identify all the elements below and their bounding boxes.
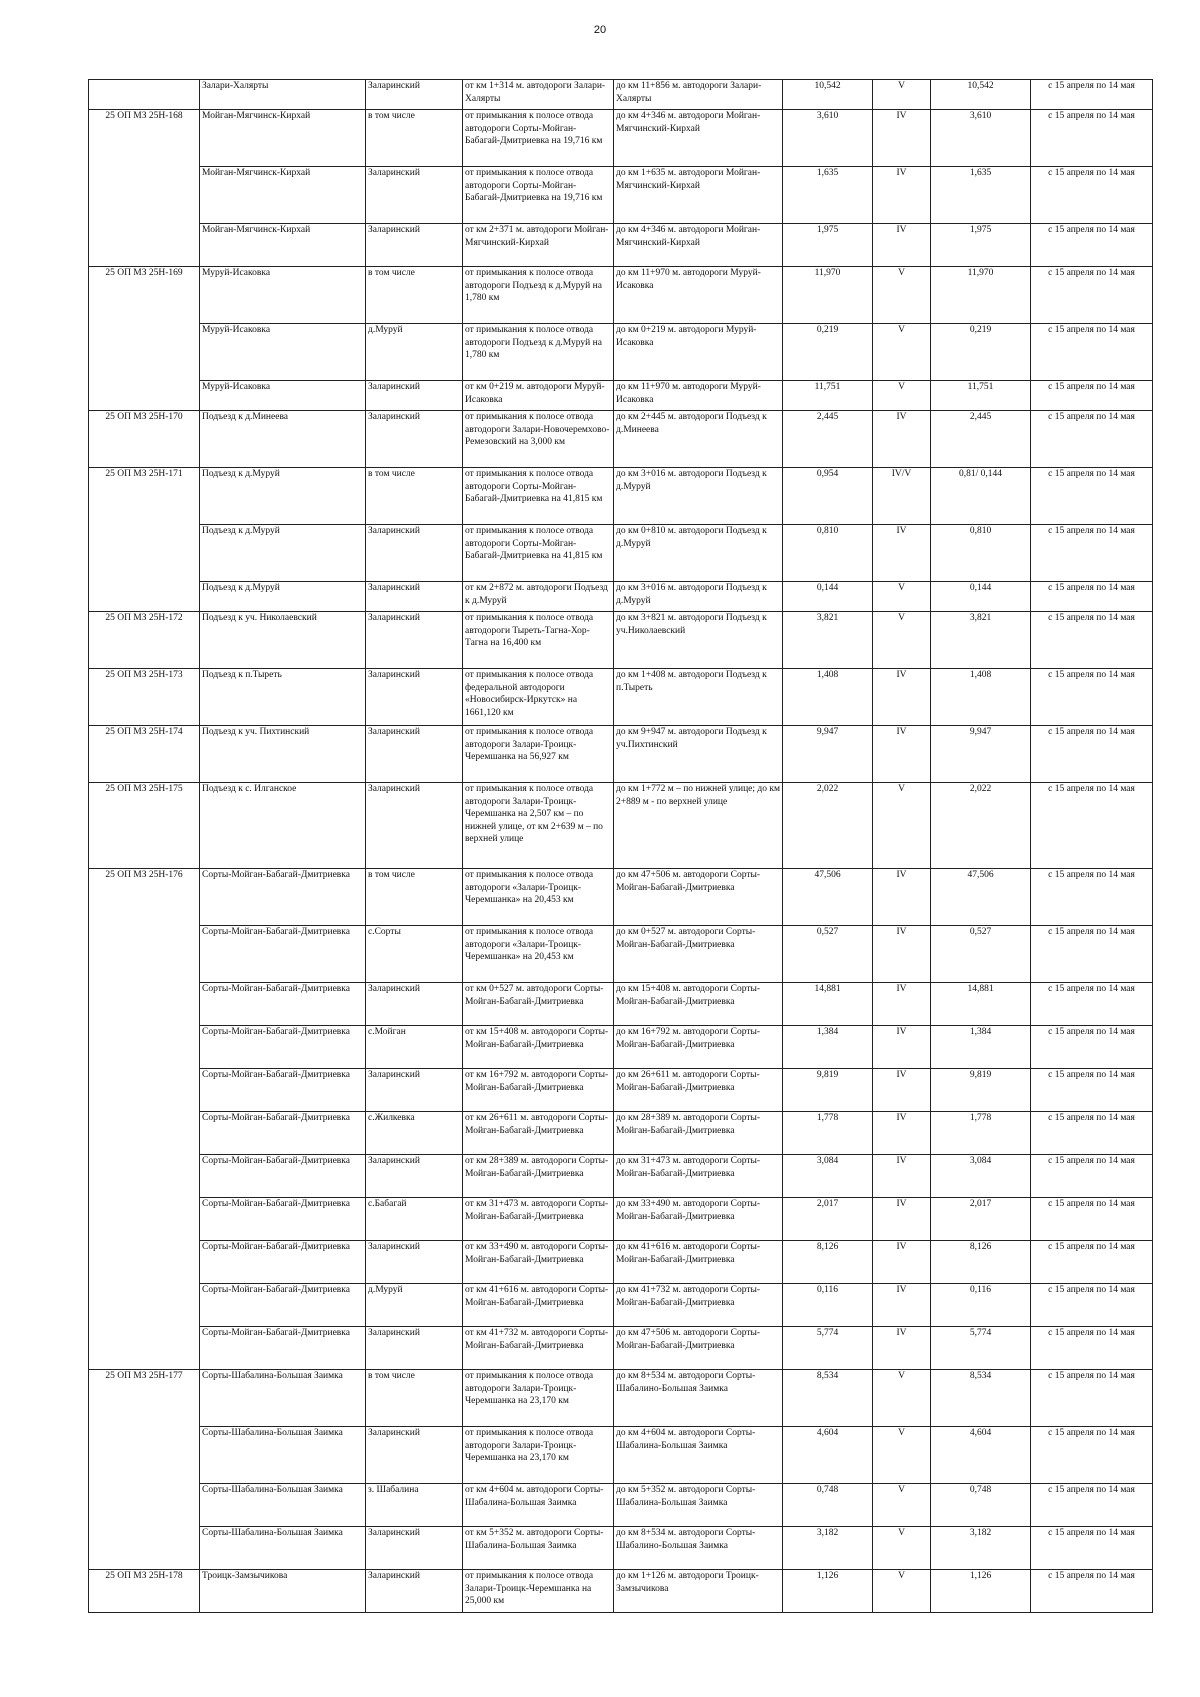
road-code-cell: 25 ОП МЗ 25Н-173	[89, 669, 200, 726]
road-name-cell: Подъезд к д.Муруй	[200, 525, 366, 582]
length-cell: 3,610	[783, 110, 873, 167]
category-cell: V	[873, 783, 931, 869]
category-cell: IV	[873, 224, 931, 267]
road-name-cell: Сорты-Мойган-Бабагай-Дмитриевка	[200, 926, 366, 983]
restricted-length-cell: 14,881	[931, 983, 1031, 1026]
table-row	[89, 1370, 1153, 1427]
restriction-period-cell: с 15 апреля по 14 мая	[1031, 1370, 1153, 1427]
length-cell: 11,970	[783, 267, 873, 324]
road-name-cell: Сорты-Мойган-Бабагай-Дмитриевка	[200, 1241, 366, 1284]
restricted-length-cell: 0,810	[931, 525, 1031, 582]
road-name-cell: Сорты-Мойган-Бабагай-Дмитриевка	[200, 1284, 366, 1327]
restriction-period-cell: с 15 апреля по 14 мая	[1031, 167, 1153, 224]
category-cell: IV	[873, 1198, 931, 1241]
category-cell: IV	[873, 1026, 931, 1069]
restricted-length-cell: 1,975	[931, 224, 1031, 267]
restriction-period-cell: с 15 апреля по 14 мая	[1031, 669, 1153, 726]
to-cell: до км 41+732 м. автодороги Сорты-Мойган-Бабагай-Дмитриевка	[614, 1284, 783, 1327]
area-cell: с.Мойган	[366, 1026, 463, 1069]
length-cell: 0,144	[783, 582, 873, 612]
restricted-length-cell: 2,022	[931, 783, 1031, 869]
area-cell: Заларинский	[366, 1570, 463, 1613]
length-cell: 2,017	[783, 1198, 873, 1241]
restricted-length-cell: 9,947	[931, 726, 1031, 783]
to-cell: до км 9+947 м. автодороги Подъезд к уч.Пихтинский	[614, 726, 783, 783]
length-cell: 14,881	[783, 983, 873, 1026]
area-cell: в том числе	[366, 869, 463, 926]
area-cell: Заларинский	[366, 983, 463, 1026]
restricted-length-cell: 2,017	[931, 1198, 1031, 1241]
table-row	[89, 1427, 1153, 1484]
length-cell: 8,126	[783, 1241, 873, 1284]
road-name-cell: Подъезд к с. Илганское	[200, 783, 366, 869]
category-cell: V	[873, 80, 931, 110]
road-name-cell: Мойган-Мягчинск-Кирхай	[200, 110, 366, 167]
category-cell: IV/V	[873, 468, 931, 525]
from-cell: от примыкания к полосе отвода автодороги Тыреть-Тагна-Хор-Тагна на 16,400 км	[463, 612, 614, 669]
from-cell: от примыкания к полосе отвода автодороги Сорты-Мойган-Бабагай-Дмитриевка на 19,716 км	[463, 167, 614, 224]
to-cell: до км 1+772 м – по нижней улице; до км 2+889 м - по верхней улице	[614, 783, 783, 869]
category-cell: IV	[873, 110, 931, 167]
road-name-cell: Муруй-Исаковка	[200, 381, 366, 411]
length-cell: 1,126	[783, 1570, 873, 1613]
restricted-length-cell: 9,819	[931, 1069, 1031, 1112]
to-cell: до км 3+821 м. автодороги Подъезд к уч.Николаевский	[614, 612, 783, 669]
area-cell: с.Жилкевка	[366, 1112, 463, 1155]
category-cell: IV	[873, 983, 931, 1026]
table-row	[89, 167, 1153, 224]
to-cell: до км 8+534 м. автодороги Сорты-Шабалино-Большая Заимка	[614, 1370, 783, 1427]
category-cell: V	[873, 1484, 931, 1527]
restriction-period-cell: с 15 апреля по 14 мая	[1031, 926, 1153, 983]
table-row	[89, 926, 1153, 983]
from-cell: от км 2+371 м. автодороги Мойган-Мягчинский-Кирхай	[463, 224, 614, 267]
table-row	[89, 80, 1153, 110]
road-name-cell: Сорты-Мойган-Бабагай-Дмитриевка	[200, 1198, 366, 1241]
road-code-cell	[89, 80, 200, 110]
from-cell: от км 2+872 м. автодороги Подъезд к д.Муруй	[463, 582, 614, 612]
from-cell: от примыкания к полосе отвода автодороги «Залари-Троицк-Черемшанка» на 20,453 км	[463, 869, 614, 926]
road-name-cell: Сорты-Мойган-Бабагай-Дмитриевка	[200, 1069, 366, 1112]
from-cell: от примыкания к полосе отвода автодороги Подъезд к д.Муруй на 1,780 км	[463, 324, 614, 381]
length-cell: 0,954	[783, 468, 873, 525]
from-cell: от км 33+490 м. автодороги Сорты-Мойган-Бабагай-Дмитриевка	[463, 1241, 614, 1284]
restricted-length-cell: 3,084	[931, 1155, 1031, 1198]
road-name-cell: Сорты-Мойган-Бабагай-Дмитриевка	[200, 1112, 366, 1155]
category-cell: V	[873, 1570, 931, 1613]
road-code-cell: 25 ОП МЗ 25Н-170	[89, 411, 200, 468]
category-cell: V	[873, 267, 931, 324]
category-cell: IV	[873, 669, 931, 726]
table-row	[89, 468, 1153, 525]
from-cell: от км 5+352 м. автодороги Сорты-Шабалина-Большая Заимка	[463, 1527, 614, 1570]
road-code-cell: 25 ОП МЗ 25Н-172	[89, 612, 200, 669]
road-name-cell: Сорты-Шабалина-Большая Заимка	[200, 1370, 366, 1427]
restricted-length-cell: 3,821	[931, 612, 1031, 669]
road-name-cell: Сорты-Шабалина-Большая Заимка	[200, 1527, 366, 1570]
to-cell: до км 5+352 м. автодороги Сорты-Шабалина-Большая Заимка	[614, 1484, 783, 1527]
road-name-cell: Сорты-Мойган-Бабагай-Дмитриевка	[200, 869, 366, 926]
area-cell: з. Шабалина	[366, 1484, 463, 1527]
table-row	[89, 525, 1153, 582]
area-cell: д.Муруй	[366, 324, 463, 381]
road-code-cell: 25 ОП МЗ 25Н-171	[89, 468, 200, 612]
restriction-period-cell: с 15 апреля по 14 мая	[1031, 726, 1153, 783]
from-cell: от примыкания к полосе отвода автодороги Залари-Троицк-Черемшанка на 2,507 км – по нижней улице, от км 2+639 м – по верхней улице	[463, 783, 614, 869]
from-cell: от км 0+527 м. автодороги Сорты-Мойган-Бабагай-Дмитриевка	[463, 983, 614, 1026]
restricted-length-cell: 8,534	[931, 1370, 1031, 1427]
restriction-period-cell: с 15 апреля по 14 мая	[1031, 1570, 1153, 1613]
restricted-length-cell: 47,506	[931, 869, 1031, 926]
to-cell: до км 4+346 м. автодороги Мойган-Мягчинский-Кирхай	[614, 224, 783, 267]
restriction-period-cell: с 15 апреля по 14 мая	[1031, 411, 1153, 468]
from-cell: от примыкания к полосе отвода автодороги Залари-Троицк-Черемшанка на 23,170 км	[463, 1370, 614, 1427]
area-cell: Заларинский	[366, 1527, 463, 1570]
category-cell: IV	[873, 926, 931, 983]
from-cell: от км 31+473 м. автодороги Сорты-Мойган-Бабагай-Дмитриевка	[463, 1198, 614, 1241]
table-row	[89, 612, 1153, 669]
restricted-length-cell: 3,182	[931, 1527, 1031, 1570]
from-cell: от примыкания к полосе отвода автодороги Залари-Троицк-Черемшанка на 23,170 км	[463, 1427, 614, 1484]
area-cell: в том числе	[366, 267, 463, 324]
length-cell: 0,527	[783, 926, 873, 983]
restriction-period-cell: с 15 апреля по 14 мая	[1031, 1112, 1153, 1155]
restriction-period-cell: с 15 апреля по 14 мая	[1031, 983, 1153, 1026]
restricted-length-cell: 0,219	[931, 324, 1031, 381]
area-cell: д.Муруй	[366, 1284, 463, 1327]
from-cell: от км 4+604 м. автодороги Сорты-Шабалина-Большая Заимка	[463, 1484, 614, 1527]
restriction-period-cell: с 15 апреля по 14 мая	[1031, 110, 1153, 167]
area-cell: Заларинский	[366, 582, 463, 612]
restriction-period-cell: с 15 апреля по 14 мая	[1031, 1198, 1153, 1241]
road-name-cell: Мойган-Мягчинск-Кирхай	[200, 224, 366, 267]
to-cell: до км 2+445 м. автодороги Подъезд к д.Минеева	[614, 411, 783, 468]
restriction-period-cell: с 15 апреля по 14 мая	[1031, 267, 1153, 324]
to-cell: до км 47+506 м. автодороги Сорты-Мойган-Бабагай-Дмитриевка	[614, 869, 783, 926]
road-name-cell: Подъезд к д.Муруй	[200, 582, 366, 612]
to-cell: до км 0+219 м. автодороги Муруй-Исаковка	[614, 324, 783, 381]
length-cell: 0,748	[783, 1484, 873, 1527]
length-cell: 4,604	[783, 1427, 873, 1484]
category-cell: IV	[873, 411, 931, 468]
from-cell: от примыкания к полосе отвода автодороги Сорты-Мойган-Бабагай-Дмитриевка на 41,815 км	[463, 468, 614, 525]
table-row	[89, 783, 1153, 869]
area-cell: Заларинский	[366, 80, 463, 110]
table-row	[89, 983, 1153, 1026]
category-cell: IV	[873, 1069, 931, 1112]
restriction-period-cell: с 15 апреля по 14 мая	[1031, 783, 1153, 869]
to-cell: до км 0+810 м. автодороги Подъезд к д.Муруй	[614, 525, 783, 582]
area-cell: Заларинский	[366, 381, 463, 411]
page-number: 20	[593, 24, 607, 36]
from-cell: от км 41+616 м. автодороги Сорты-Мойган-Бабагай-Дмитриевка	[463, 1284, 614, 1327]
restricted-length-cell: 11,751	[931, 381, 1031, 411]
restriction-period-cell: с 15 апреля по 14 мая	[1031, 381, 1153, 411]
restricted-length-cell: 10,542	[931, 80, 1031, 110]
length-cell: 3,182	[783, 1527, 873, 1570]
area-cell: Заларинский	[366, 726, 463, 783]
restricted-length-cell: 1,635	[931, 167, 1031, 224]
restricted-length-cell: 3,610	[931, 110, 1031, 167]
table-row	[89, 1570, 1153, 1613]
road-code-cell: 25 ОП МЗ 25Н-174	[89, 726, 200, 783]
length-cell: 0,219	[783, 324, 873, 381]
to-cell: до км 15+408 м. автодороги Сорты-Мойган-Бабагай-Дмитриевка	[614, 983, 783, 1026]
restriction-period-cell: с 15 апреля по 14 мая	[1031, 468, 1153, 525]
from-cell: от примыкания к полосе отвода автодороги «Залари-Троицк-Черемшанка» на 20,453 км	[463, 926, 614, 983]
table-row	[89, 1026, 1153, 1069]
road-name-cell: Подъезд к уч. Пихтинский	[200, 726, 366, 783]
road-name-cell: Мойган-Мягчинск-Кирхай	[200, 167, 366, 224]
restriction-period-cell: с 15 апреля по 14 мая	[1031, 582, 1153, 612]
length-cell: 47,506	[783, 869, 873, 926]
to-cell: до км 8+534 м. автодороги Сорты-Шабалино-Большая Заимка	[614, 1527, 783, 1570]
to-cell: до км 0+527 м. автодороги Сорты-Мойган-Бабагай-Дмитриевка	[614, 926, 783, 983]
to-cell: до км 11+970 м. автодороги Муруй-Исаковка	[614, 267, 783, 324]
table-row	[89, 726, 1153, 783]
length-cell: 11,751	[783, 381, 873, 411]
length-cell: 0,810	[783, 525, 873, 582]
restriction-period-cell: с 15 апреля по 14 мая	[1031, 1527, 1153, 1570]
restriction-period-cell: с 15 апреля по 14 мая	[1031, 80, 1153, 110]
from-cell: от примыкания к полосе отвода автодороги Залари-Новочеремхово-Ремезовский на 3,000 км	[463, 411, 614, 468]
road-name-cell: Подъезд к п.Тыреть	[200, 669, 366, 726]
restriction-period-cell: с 15 апреля по 14 мая	[1031, 324, 1153, 381]
restriction-period-cell: с 15 апреля по 14 мая	[1031, 1069, 1153, 1112]
road-code-cell: 25 ОП МЗ 25Н-178	[89, 1570, 200, 1613]
length-cell: 1,635	[783, 167, 873, 224]
area-cell: Заларинский	[366, 1327, 463, 1370]
length-cell: 1,384	[783, 1026, 873, 1069]
from-cell: от км 1+314 м. автодороги Залари-Халярты	[463, 80, 614, 110]
to-cell: до км 26+611 м. автодороги Сорты-Мойган-Бабагай-Дмитриевка	[614, 1069, 783, 1112]
table-row	[89, 411, 1153, 468]
length-cell: 1,778	[783, 1112, 873, 1155]
category-cell: V	[873, 381, 931, 411]
to-cell: до км 11+970 м. автодороги Муруй-Исаковка	[614, 381, 783, 411]
road-code-cell: 25 ОП МЗ 25Н-177	[89, 1370, 200, 1570]
table-row	[89, 1069, 1153, 1112]
from-cell: от км 28+389 м. автодороги Сорты-Мойган-Бабагай-Дмитриевка	[463, 1155, 614, 1198]
road-name-cell: Троицк-Замзычикова	[200, 1570, 366, 1613]
category-cell: IV	[873, 1112, 931, 1155]
table-row	[89, 1112, 1153, 1155]
category-cell: IV	[873, 525, 931, 582]
restricted-length-cell: 4,604	[931, 1427, 1031, 1484]
length-cell: 3,821	[783, 612, 873, 669]
table-row	[89, 381, 1153, 411]
restricted-length-cell: 1,408	[931, 669, 1031, 726]
road-name-cell: Залари-Халярты	[200, 80, 366, 110]
to-cell: до км 3+016 м. автодороги Подъезд к д.Муруй	[614, 468, 783, 525]
restricted-length-cell: 1,778	[931, 1112, 1031, 1155]
length-cell: 1,408	[783, 669, 873, 726]
category-cell: V	[873, 1370, 931, 1427]
restriction-period-cell: с 15 апреля по 14 мая	[1031, 1155, 1153, 1198]
category-cell: V	[873, 1427, 931, 1484]
restricted-length-cell: 0,527	[931, 926, 1031, 983]
to-cell: до км 1+635 м. автодороги Мойган-Мягчинский-Кирхай	[614, 167, 783, 224]
road-name-cell: Муруй-Исаковка	[200, 324, 366, 381]
area-cell: с.Сорты	[366, 926, 463, 983]
length-cell: 2,445	[783, 411, 873, 468]
to-cell: до км 11+856 м. автодороги Залари-Халярты	[614, 80, 783, 110]
table-row	[89, 869, 1153, 926]
road-name-cell: Подъезд к уч. Николаевский	[200, 612, 366, 669]
to-cell: до км 28+389 м. автодороги Сорты-Мойган-Бабагай-Дмитриевка	[614, 1112, 783, 1155]
restricted-length-cell: 0,116	[931, 1284, 1031, 1327]
road-name-cell: Сорты-Шабалина-Большая Заимка	[200, 1427, 366, 1484]
restricted-length-cell: 1,384	[931, 1026, 1031, 1069]
length-cell: 1,975	[783, 224, 873, 267]
table-row	[89, 224, 1153, 267]
table-row	[89, 582, 1153, 612]
area-cell: Заларинский	[366, 1155, 463, 1198]
category-cell: V	[873, 612, 931, 669]
category-cell: IV	[873, 726, 931, 783]
length-cell: 2,022	[783, 783, 873, 869]
restriction-period-cell: с 15 апреля по 14 мая	[1031, 612, 1153, 669]
from-cell: от примыкания к полосе отвода Залари-Троицк-Черемшанка на 25,000 км	[463, 1570, 614, 1613]
length-cell: 9,819	[783, 1069, 873, 1112]
from-cell: от примыкания к полосе отвода федеральной автодороги «Новосибирск-Иркутск» на 1661,120 км	[463, 669, 614, 726]
to-cell: до км 1+408 м. автодороги Подъезд к п.Тыреть	[614, 669, 783, 726]
restriction-period-cell: с 15 апреля по 14 мая	[1031, 1284, 1153, 1327]
road-name-cell: Сорты-Шабалина-Большая Заимка	[200, 1484, 366, 1527]
road-name-cell: Муруй-Исаковка	[200, 267, 366, 324]
table-row	[89, 1327, 1153, 1370]
from-cell: от примыкания к полосе отвода автодороги Сорты-Мойган-Бабагай-Дмитриевка на 19,716 км	[463, 110, 614, 167]
table-row	[89, 1241, 1153, 1284]
area-cell: в том числе	[366, 1370, 463, 1427]
road-name-cell: Подъезд к д.Муруй	[200, 468, 366, 525]
category-cell: IV	[873, 1241, 931, 1284]
area-cell: Заларинский	[366, 525, 463, 582]
restricted-length-cell: 1,126	[931, 1570, 1031, 1613]
restriction-period-cell: с 15 апреля по 14 мая	[1031, 1327, 1153, 1370]
table-row	[89, 1155, 1153, 1198]
table-row	[89, 324, 1153, 381]
category-cell: IV	[873, 1327, 931, 1370]
to-cell: до км 4+604 м. автодороги Сорты-Шабалина-Большая Заимка	[614, 1427, 783, 1484]
length-cell: 3,084	[783, 1155, 873, 1198]
from-cell: от примыкания к полосе отвода автодороги Залари-Троицк-Черемшанка на 56,927 км	[463, 726, 614, 783]
road-name-cell: Сорты-Мойган-Бабагай-Дмитриевка	[200, 983, 366, 1026]
category-cell: IV	[873, 1284, 931, 1327]
from-cell: от примыкания к полосе отвода автодороги Подъезд к д.Муруй на 1,780 км	[463, 267, 614, 324]
area-cell: Заларинский	[366, 783, 463, 869]
area-cell: Заларинский	[366, 1241, 463, 1284]
road-name-cell: Сорты-Мойган-Бабагай-Дмитриевка	[200, 1327, 366, 1370]
category-cell: IV	[873, 869, 931, 926]
to-cell: до км 3+016 м. автодороги Подъезд к д.Муруй	[614, 582, 783, 612]
to-cell: до км 31+473 м. автодороги Сорты-Мойган-Бабагай-Дмитриевка	[614, 1155, 783, 1198]
from-cell: от км 41+732 м. автодороги Сорты-Мойган-Бабагай-Дмитриевка	[463, 1327, 614, 1370]
area-cell: Заларинский	[366, 167, 463, 224]
table-row	[89, 267, 1153, 324]
category-cell: IV	[873, 167, 931, 224]
length-cell: 5,774	[783, 1327, 873, 1370]
restricted-length-cell: 0,748	[931, 1484, 1031, 1527]
category-cell: V	[873, 582, 931, 612]
road-name-cell: Сорты-Мойган-Бабагай-Дмитриевка	[200, 1026, 366, 1069]
from-cell: от примыкания к полосе отвода автодороги Сорты-Мойган-Бабагай-Дмитриевка на 41,815 км	[463, 525, 614, 582]
table-row	[89, 669, 1153, 726]
restricted-length-cell: 0,144	[931, 582, 1031, 612]
table-row	[89, 1527, 1153, 1570]
to-cell: до км 33+490 м. автодороги Сорты-Мойган-Бабагай-Дмитриевка	[614, 1198, 783, 1241]
to-cell: до км 47+506 м. автодороги Сорты-Мойган-Бабагай-Дмитриевка	[614, 1327, 783, 1370]
restricted-length-cell: 5,774	[931, 1327, 1031, 1370]
category-cell: V	[873, 324, 931, 381]
from-cell: от км 26+611 м. автодороги Сорты-Мойган-Бабагай-Дмитриевка	[463, 1112, 614, 1155]
road-name-cell: Подъезд к д.Минеева	[200, 411, 366, 468]
area-cell: Заларинский	[366, 669, 463, 726]
area-cell: Заларинский	[366, 1069, 463, 1112]
length-cell: 0,116	[783, 1284, 873, 1327]
road-code-cell: 25 ОП МЗ 25Н-169	[89, 267, 200, 411]
area-cell: в том числе	[366, 110, 463, 167]
restriction-period-cell: с 15 апреля по 14 мая	[1031, 1427, 1153, 1484]
restriction-period-cell: с 15 апреля по 14 мая	[1031, 1026, 1153, 1069]
restriction-period-cell: с 15 апреля по 14 мая	[1031, 869, 1153, 926]
length-cell: 9,947	[783, 726, 873, 783]
area-cell: Заларинский	[366, 411, 463, 468]
restriction-period-cell: с 15 апреля по 14 мая	[1031, 525, 1153, 582]
restriction-period-cell: с 15 апреля по 14 мая	[1031, 224, 1153, 267]
area-cell: с.Бабагай	[366, 1198, 463, 1241]
restricted-length-cell: 0,81/ 0,144	[931, 468, 1031, 525]
road-code-cell: 25 ОП МЗ 25Н-168	[89, 110, 200, 267]
area-cell: Заларинский	[366, 224, 463, 267]
restriction-period-cell: с 15 апреля по 14 мая	[1031, 1484, 1153, 1527]
table-row	[89, 1484, 1153, 1527]
category-cell: IV	[873, 1155, 931, 1198]
road-code-cell: 25 ОП МЗ 25Н-176	[89, 869, 200, 1370]
length-cell: 10,542	[783, 80, 873, 110]
roads-table	[88, 79, 1153, 1613]
restricted-length-cell: 8,126	[931, 1241, 1031, 1284]
restriction-period-cell: с 15 апреля по 14 мая	[1031, 1241, 1153, 1284]
table-row	[89, 1284, 1153, 1327]
road-name-cell: Сорты-Мойган-Бабагай-Дмитриевка	[200, 1155, 366, 1198]
from-cell: от км 0+219 м. автодороги Муруй-Исаковка	[463, 381, 614, 411]
table-row	[89, 1198, 1153, 1241]
to-cell: до км 1+126 м. автодороги Троицк-Замзычикова	[614, 1570, 783, 1613]
to-cell: до км 4+346 м. автодороги Мойган-Мягчинский-Кирхай	[614, 110, 783, 167]
restricted-length-cell: 11,970	[931, 267, 1031, 324]
road-code-cell: 25 ОП МЗ 25Н-175	[89, 783, 200, 869]
area-cell: Заларинский	[366, 612, 463, 669]
area-cell: Заларинский	[366, 1427, 463, 1484]
table-row	[89, 110, 1153, 167]
restricted-length-cell: 2,445	[931, 411, 1031, 468]
category-cell: V	[873, 1527, 931, 1570]
from-cell: от км 16+792 м. автодороги Сорты-Мойган-Бабагай-Дмитриевка	[463, 1069, 614, 1112]
area-cell: в том числе	[366, 468, 463, 525]
from-cell: от км 15+408 м. автодороги Сорты-Мойган-Бабагай-Дмитриевка	[463, 1026, 614, 1069]
to-cell: до км 41+616 м. автодороги Сорты-Мойган-Бабагай-Дмитриевка	[614, 1241, 783, 1284]
to-cell: до км 16+792 м. автодороги Сорты-Мойган-Бабагай-Дмитриевка	[614, 1026, 783, 1069]
length-cell: 8,534	[783, 1370, 873, 1427]
